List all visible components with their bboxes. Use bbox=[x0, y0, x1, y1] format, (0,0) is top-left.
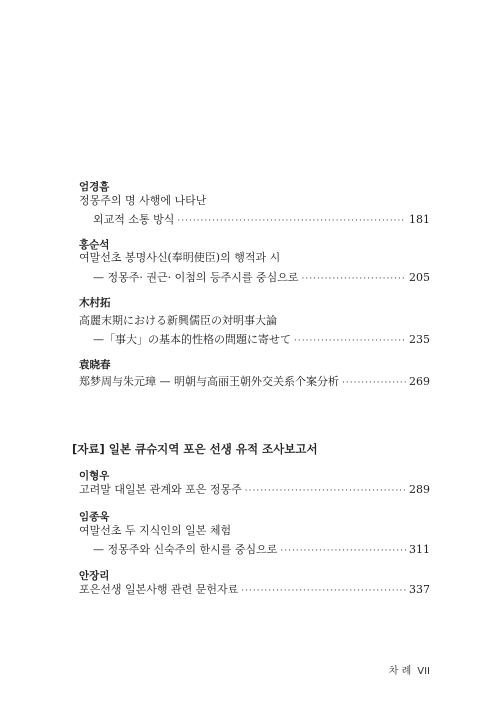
toc-title-text: 포은선생 일본사행 관련 문헌자료 bbox=[79, 583, 239, 596]
toc-title-text: 정몽주의 명 사행에 나타난 bbox=[79, 194, 207, 207]
footer-label: 차 례 bbox=[388, 666, 412, 677]
toc-title-line bbox=[79, 523, 430, 539]
author-name: 木村拓 bbox=[79, 297, 111, 309]
toc-title-line bbox=[79, 193, 430, 209]
page-number: 289 bbox=[409, 483, 430, 496]
page-number: 311 bbox=[409, 543, 430, 556]
toc-title-text: — 정몽주와 신숙주의 한시를 중심으로 bbox=[93, 543, 278, 556]
toc-title-line bbox=[93, 270, 430, 286]
author-name: 袁晓春 bbox=[79, 359, 111, 371]
leader-dots bbox=[177, 213, 406, 229]
page-number: 205 bbox=[409, 271, 430, 284]
toc-title-line bbox=[93, 212, 430, 228]
leader-dots bbox=[342, 375, 406, 391]
toc-title-line bbox=[79, 482, 430, 498]
page-footer bbox=[389, 662, 430, 677]
toc-title-line bbox=[79, 582, 430, 598]
author-name: 안장리 bbox=[79, 570, 110, 582]
author-name: 홍순석 bbox=[79, 239, 110, 251]
toc-title-text: 외교적 소통 방식 bbox=[93, 213, 175, 226]
toc-title-text: — 정몽주· 권근· 이첨의 등주시를 중심으로 bbox=[93, 271, 299, 284]
toc-title-line bbox=[93, 542, 430, 558]
leader-dots bbox=[245, 483, 406, 499]
toc-title-line bbox=[79, 313, 430, 329]
section-title: [자료] 일본 큐슈지역 포은 선생 유적 조사보고서 bbox=[72, 442, 318, 456]
leader-dots bbox=[241, 583, 406, 599]
toc-title-text: —「事大」の基本的性格の問題に寄せて bbox=[93, 333, 291, 346]
page-number: 235 bbox=[409, 333, 430, 346]
toc-title-text: 여말선초 두 지식인의 일본 체험 bbox=[79, 524, 232, 537]
page-number: 337 bbox=[409, 583, 430, 596]
toc-title-text: 고려말 대일본 관계와 포은 정몽주 bbox=[79, 483, 242, 496]
toc-title-line bbox=[79, 374, 430, 390]
page-number: 181 bbox=[409, 213, 430, 226]
leader-dots bbox=[280, 543, 406, 559]
toc-title-text: 高麗末期における新興儒臣の対明事大論 bbox=[79, 314, 277, 327]
toc-title-line bbox=[93, 332, 430, 348]
toc-title-text: 郑梦周与朱元璋 — 明朝与高丽王朝外交关系个案分析 bbox=[79, 375, 339, 388]
author-name: 임종욱 bbox=[79, 511, 110, 523]
author-name: 이형우 bbox=[79, 470, 110, 482]
leader-dots bbox=[294, 333, 406, 349]
page-number: 269 bbox=[409, 375, 430, 388]
toc-title-text: 여말선초 봉명사신(奉明使臣)의 행적과 시 bbox=[79, 251, 281, 264]
author-name: 엄경흠 bbox=[79, 181, 110, 193]
toc-title-line bbox=[79, 250, 430, 266]
leader-dots bbox=[302, 271, 407, 287]
footer-page-numeral: VII bbox=[417, 666, 430, 677]
